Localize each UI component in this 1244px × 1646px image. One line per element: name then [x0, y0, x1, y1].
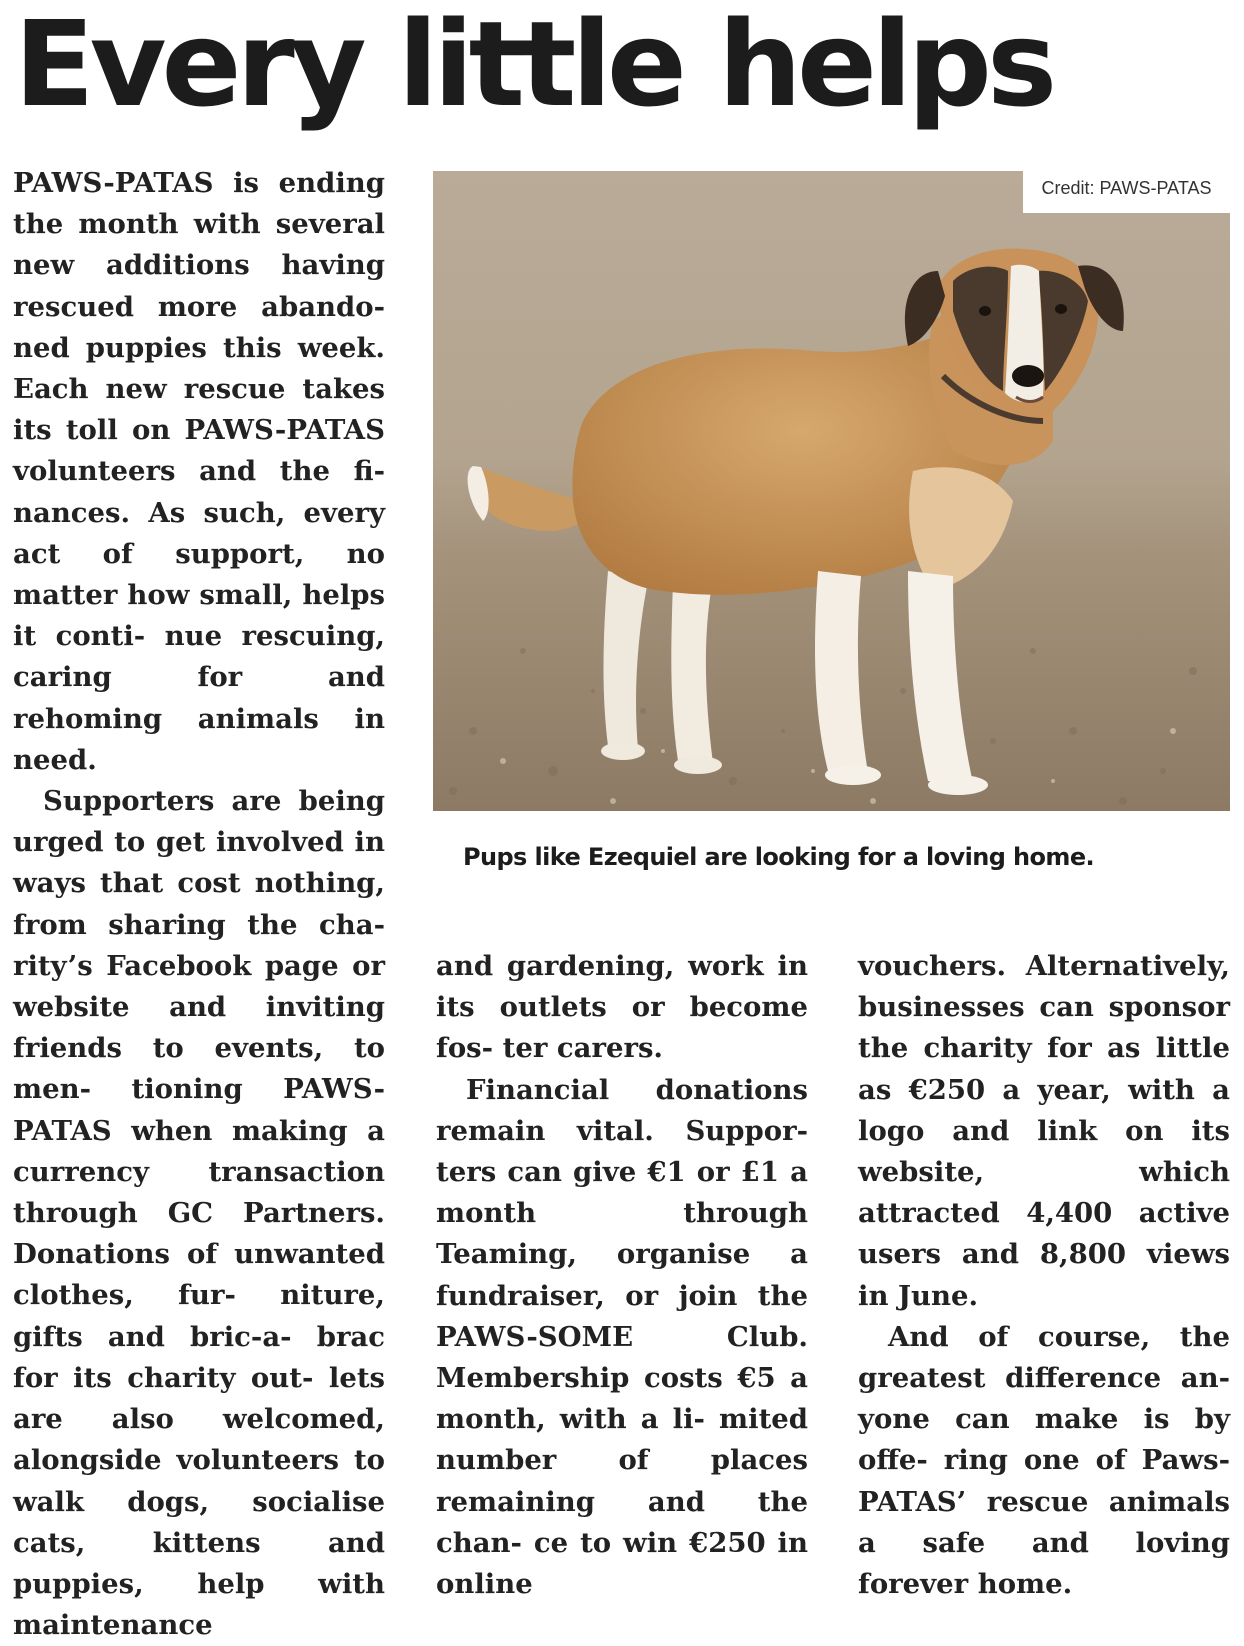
article-column-2	[436, 946, 808, 1605]
paragraph: Financial donations remain vital. Suppor- ters can give €1 or £1 a month through Teaming, organise a fundraiser, or join the PAWS-SOME Club. Membership costs €5 a month, with a li- mited number of places remaining and the chan- ce to win €250 in online	[436, 1073, 808, 1601]
paragraph: PAWS-PATAS is ending the month with several new additions having rescued more abando- ned puppies this week. Each new rescue takes its toll on PAWS-PATAS volunteers and the fi- nances. As such, every act of support, no matter how small, helps it conti- nue rescuing, caring for and rehoming animals in need.	[13, 167, 385, 776]
photo-credit: Credit: PAWS-PATAS	[1023, 171, 1230, 213]
paragraph: Supporters are being urged to get involved in ways that cost nothing, from sharing the cha- rity’s Facebook page or website and inviting friends to events, to men- tioning PAWS-PATAS when making a currency transaction through GC Partners. Donations of unwanted clothes, fur- niture, gifts and bric-a- brac for its charity out- lets are also welcomed, alongside volunteers to walk dogs, socialise cats, kittens and puppies, help with maintenance	[13, 785, 385, 1642]
paragraph: vouchers. Alternatively, businesses can sponsor the charity for as little as €250 a year, with a logo and link on its website, which attracted 4,400 active users and 8,800 views in June.	[858, 950, 1230, 1312]
paragraph: and gardening, work in its outlets or become fos- ter carers.	[436, 950, 808, 1065]
dog-illustration	[433, 171, 1230, 811]
photo-caption: Pups like Ezequiel are looking for a loving home.	[463, 843, 1095, 871]
article-column-1	[13, 163, 385, 1646]
dog-photo	[433, 171, 1230, 811]
article-column-3	[858, 946, 1230, 1605]
headline: Every little helps	[14, 0, 1053, 133]
paragraph: And of course, the greatest difference an- yone can make is by offe- ring one of Paws-PATAS’ rescue animals a safe and loving forever home.	[858, 1320, 1230, 1601]
